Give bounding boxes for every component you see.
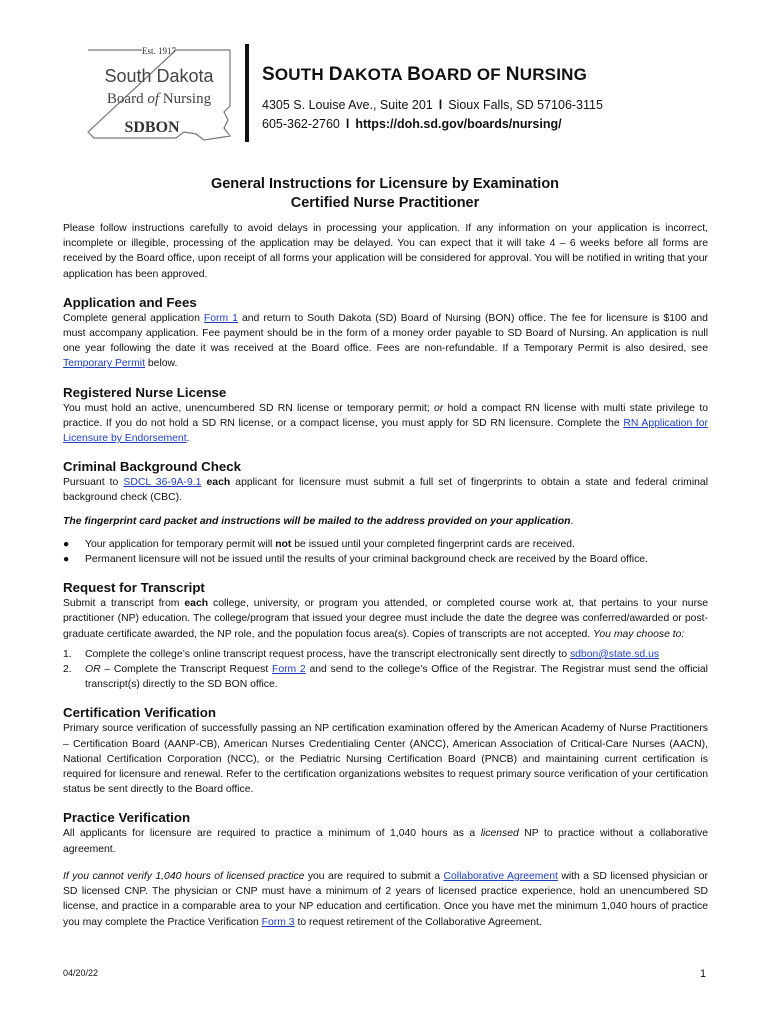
header-divider bbox=[245, 44, 249, 142]
fees-paragraph: Complete general application Form 1 and return to South Dakota (SD) Board of Nursing (BON) office. The fee for licensure is $100 and must accompany application. Fee payment should be in the form of a money order payable to SD Board of Nursing. An application is null one year following the date it was received at the Board office. Fees are non-refundable. If a Temporary Permit is also desired, see Temporary Permit below. bbox=[63, 312, 708, 370]
org-street: 4305 S. Louise Ave., Suite 201 bbox=[262, 98, 433, 112]
transcript-options-list bbox=[63, 647, 708, 693]
list-item: 1. Complete the college’s online transcript request process, have the transcript electronically sent directly to sdbon@state.sd.us bbox=[63, 648, 660, 660]
sdcl-link[interactable]: SDCL 36-9A-9.1 bbox=[123, 477, 202, 489]
list-item: ● Your application for temporary permit will not be issued until your completed fingerprint cards are received. bbox=[63, 537, 708, 552]
rn-endorsement-link[interactable]: RN Application for Licensure by Endorsement bbox=[63, 417, 708, 445]
org-city: Sioux Falls, SD 57106-3115 bbox=[448, 98, 603, 112]
page-number: 1 bbox=[700, 968, 707, 980]
intro-paragraph: Please follow instructions carefully to avoid delays in processing your application. If any information on your application is incorrect, incomplete or illegible, processing of the application may be delayed. You can expect that it will take 4 – 6 weeks before all forms are received by the Board office, upon receipt of all forms your application will be considered for approval. You will be notified in writing that your application has been approved. bbox=[63, 223, 708, 280]
doc-subtitle: Certified Nurse Practitioner bbox=[290, 195, 480, 211]
collaborative-agreement-link[interactable]: Collaborative Agreement bbox=[443, 870, 558, 882]
org-url[interactable]: https://doh.sd.gov/boards/nursing/ bbox=[355, 117, 562, 131]
doc-title: General Instructions for Licensure by Examination bbox=[210, 176, 560, 192]
bullet-icon: ● bbox=[63, 538, 70, 550]
heading-application-fees: Application and Fees bbox=[63, 294, 197, 310]
rn-paragraph: You must hold an active, unencumbered SD RN license or temporary permit; or hold a compact RN license with multi state privilege to practice. If you do not hold a SD RN license, or a compact license, you must apply for SD RN licensure. Complete the RN Application for Licensure by Endorsement. bbox=[63, 402, 708, 445]
org-phone-line: 605-362-2760 l https://doh.sd.gov/boards/nursing/ bbox=[262, 117, 562, 131]
bullet-icon: ● bbox=[63, 554, 70, 566]
footer-date: 04/20/22 bbox=[63, 968, 99, 978]
sdbon-logo bbox=[84, 44, 234, 144]
cbc-bullet-list bbox=[63, 537, 708, 567]
transcript-paragraph: Submit a transcript from each college, university, or program you attended, or completed course work at, that pertains to your nurse practitioner (NP) education. The college/program that issued your degree must include the date the degree was conferred/awarded or post-graduate certificate awarded, the NP role, and the population focus area(s). Copies of transcripts are not accepted. You may choose to: bbox=[63, 598, 709, 640]
logo-line2: Board of Nursing bbox=[106, 91, 212, 107]
list-item: ● Permanent licensure will not be issued until the results of your criminal background check are received by the Board office. bbox=[63, 552, 708, 567]
list-item: 2. OR – Complete the Transcript Request Form 2 and send to the college’s Office of the Registrar. The Registrar must send the official transcript(s) directly to the SD BON office. bbox=[63, 664, 708, 691]
logo-abbr: SDBON bbox=[124, 119, 180, 136]
sdbon-email-link[interactable]: sdbon@state.sd.us bbox=[569, 648, 660, 660]
form2-link[interactable]: Form 2 bbox=[271, 664, 306, 676]
org-phone: 605-362-2760 bbox=[262, 117, 340, 131]
heading-background-check: Criminal Background Check bbox=[63, 459, 242, 475]
fingerprint-note: The fingerprint card packet and instructions will be mailed to the address provided on your application. bbox=[63, 515, 574, 527]
logo-line1: South Dakota bbox=[104, 66, 214, 86]
form1-link[interactable]: Form 1 bbox=[203, 312, 238, 324]
cbc-paragraph: Pursuant to SDCL 36-9A-9.1 each applicant for licensure must submit a full set of fingerprints to obtain a state and federal criminal background check (CBC). bbox=[63, 477, 709, 504]
cert-paragraph: Primary source verification of successfully passing an NP certification examination offered by the American Academy of Nurse Practitioners – Certification Board (AANP-CB), American Nurses Credentialing Center (ANCC), American Association of Critical-Care Nurses (AACN), National Certification Corporation (NCC), or the Pediatric Nursing Certification Board (PNCB) and maintaining current certification is required for licensure and renewal. Refer to the certification organizations websites to request primary source verification of your certification status be sent directly to the Board office. bbox=[63, 723, 708, 796]
logo-est-text: Est. 1917 bbox=[141, 46, 177, 56]
heading-rn-license: Registered Nurse License bbox=[63, 384, 227, 400]
org-name: SOUTH DAKOTA BOARD OF NURSING bbox=[262, 64, 588, 85]
heading-practice: Practice Verification bbox=[63, 810, 191, 826]
heading-certification: Certification Verification bbox=[63, 705, 216, 721]
org-address-line: 4305 S. Louise Ave., Suite 201 l Sioux Falls, SD 57106-3115 bbox=[262, 98, 603, 112]
temporary-permit-link[interactable]: Temporary Permit bbox=[63, 358, 145, 370]
practice-paragraph-1: All applicants for licensure are required to practice a minimum of 1,040 hours as a licensed NP to practice without a collaborative agreement. bbox=[63, 828, 708, 855]
org-contact bbox=[262, 96, 603, 134]
practice-paragraph-2: If you cannot verify 1,040 hours of licensed practice you are required to submit a Collaborative Agreement with a SD licensed physician or SD licensed CNP. The physician or CNP must have a minimum of 2 years of licensed practice experience, hold an unencumbered SD license, and practice in a comparable area to your NP education and certification. Once you have met the minimum 1,040 hours of practice you may complete the Practice Verification Form 3 to request retirement of the Collaborative Agreement. bbox=[63, 870, 708, 928]
doc-body bbox=[63, 221, 708, 930]
form3-link[interactable]: Form 3 bbox=[261, 916, 295, 928]
heading-transcript: Request for Transcript bbox=[63, 580, 205, 596]
